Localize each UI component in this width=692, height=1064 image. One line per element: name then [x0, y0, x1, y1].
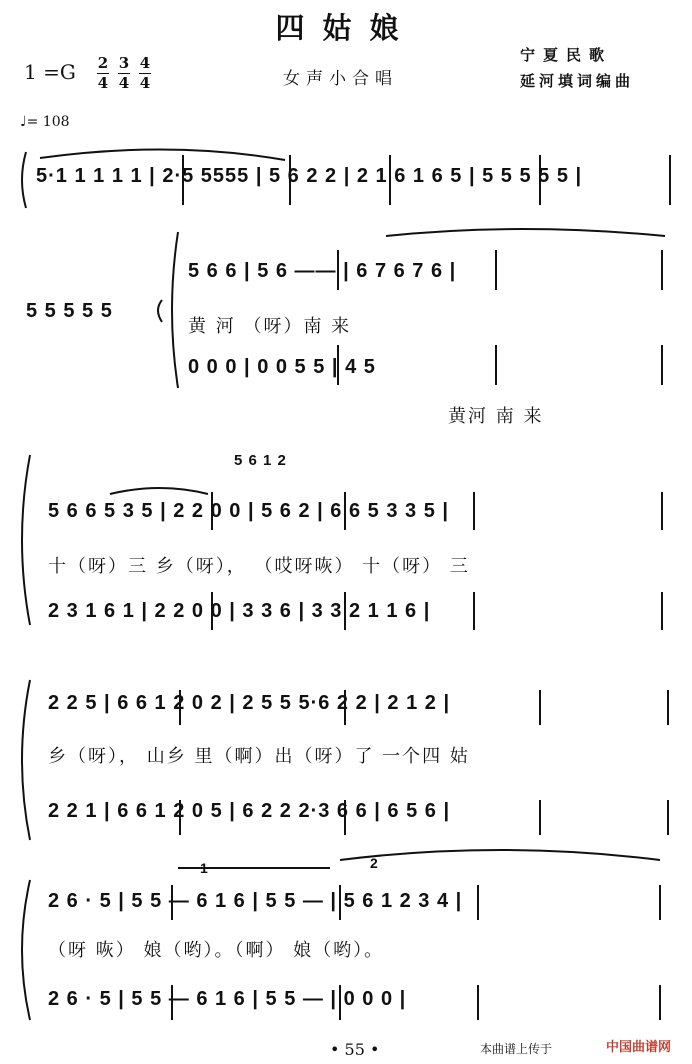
site-logo: 中国曲谱网 — [606, 1040, 672, 1055]
score-line-2-intro: 5 5 5 5 5 — [26, 300, 113, 322]
score-line-5-upper: 2 6 · 5 | 5 5 — 6 1 6 | 5 5 — | 5 6 1 2 3 4 | — [48, 890, 463, 912]
meter-3-4: 3 4 — [118, 54, 130, 92]
arranger-credit: 延河填词编曲 — [520, 72, 635, 90]
page-number: • 55 • — [330, 1040, 380, 1059]
score-line-4-lower: 2 2 1 | 6 6 1 2 0 5 | 6 2 2 2·3 6 6 | 6 5 6 | — [48, 800, 451, 822]
tempo-mark: ♩= 108 — [20, 114, 70, 130]
grace-notes: 5 6 1 2 — [234, 452, 287, 469]
score-line-2-upper: 5 6 6 | 5 6 —— | 6 7 6 7 6 | — [188, 260, 457, 282]
volta-2: 2 — [370, 855, 379, 871]
lyric-line-4: 乡（呀）， 山乡 里（啊）出（呀）了 一个四 姑 — [48, 746, 470, 767]
score-line-5-lower: 2 6 · 5 | 5 5 — 6 1 6 | 5 5 — | 0 0 0 | — [48, 988, 407, 1010]
score-line-4-upper: 2 2 5 | 6 6 1 2 0 2 | 2 5 5 5·6 2 2 | 2 1 2 | — [48, 692, 451, 714]
subtitle: 女声小合唱 — [283, 69, 398, 89]
lyric-line-2-lower: 黄河 南 来 — [448, 406, 544, 427]
key-signature: 1 =G — [24, 60, 76, 84]
lyric-line-3: 十（呀）三 乡（呀）， （哎呀咴） 十（呀） 三 — [48, 556, 470, 577]
meter-2-4: 2 4 — [97, 54, 109, 92]
score-line-2-lower: 0 0 0 | 0 0 5 5 | 4 5 — [188, 356, 376, 378]
meter-4-4: 4 4 — [139, 54, 151, 92]
score-line-1: 5·1 1 1 1 1 | 2·5 5555 | 5 6 2 2 | 2 1 6 1 6 5 | 5 5 5 5 5 | — [36, 165, 583, 187]
lyric-line-2-upper: 黄 河 （呀）南 来 — [188, 316, 352, 337]
origin-credit: 宁夏民歌 — [520, 46, 613, 64]
volta-1: 1 — [200, 860, 209, 876]
score-line-3-lower: 2 3 1 6 1 | 2 2 0 0 | 3 3 6 | 3 3 2 1 1 6 | — [48, 600, 431, 622]
lyric-line-5: （呀 咴） 娘（哟）。（啊） 娘（哟）。 — [48, 940, 385, 961]
score-line-3-upper: 5 6 6 5 3 5 | 2 2 0 0 | 5 6 2 | 6 6 5 3 3 5 | — [48, 500, 449, 522]
upload-note: 本曲谱上传于 — [480, 1042, 553, 1056]
page-title: 四姑娘 — [275, 11, 417, 45]
